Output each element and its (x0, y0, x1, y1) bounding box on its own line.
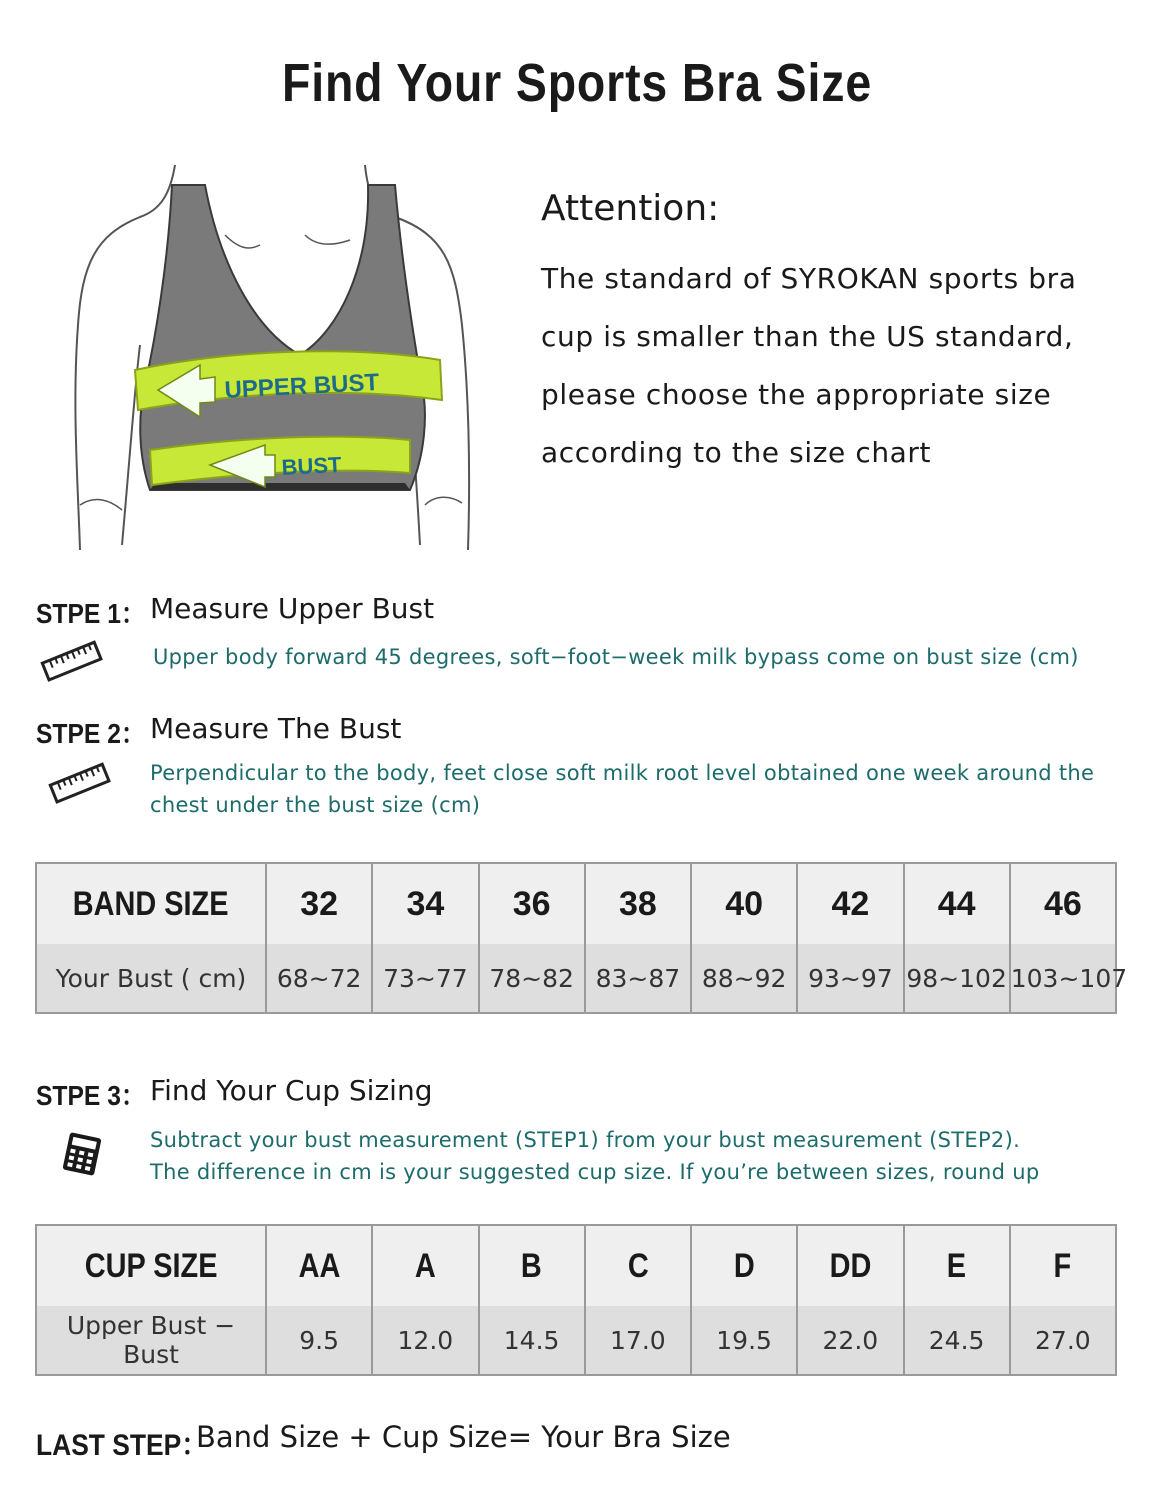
last-step-label: LAST STEP： (36, 1429, 208, 1462)
cup-size-cell: C (585, 1225, 691, 1306)
difference-cell: 14.5 (479, 1306, 585, 1375)
bust-range-cell: 83~87 (585, 944, 691, 1013)
band-size-cell: 32 (266, 863, 372, 944)
difference-cell: 22.0 (797, 1306, 903, 1375)
step-3-description-line-2: The difference in cm is your suggested cup size. If you’re between sizes, round up (150, 1160, 1040, 1184)
band-size-header: BAND SIZE (36, 863, 266, 944)
cup-size-header: CUP SIZE (36, 1225, 266, 1306)
bust-range-cell: 93~97 (797, 944, 903, 1013)
ruler-icon (40, 640, 104, 684)
step-1-label: STPE 1： (36, 598, 146, 629)
band-size-cell: 38 (585, 863, 691, 944)
difference-cell: 27.0 (1010, 1306, 1116, 1375)
step-1-description: Upper body forward 45 degrees, soft−foot−week milk bypass come on bust size (cm) (153, 645, 1079, 669)
step-3-label: STPE 3： (36, 1080, 146, 1111)
step-2-description: Perpendicular to the body, feet close soft milk root level obtained one week around the chest under the bust size (cm) (150, 761, 1095, 817)
difference-cell: 17.0 (585, 1306, 691, 1375)
cup-size-cell: DD (797, 1225, 903, 1306)
band-size-cell: 40 (691, 863, 797, 944)
bust-range-cell: 103~107 (1010, 944, 1116, 1013)
bust-range-cell: 78~82 (479, 944, 585, 1013)
cup-size-cell: A (372, 1225, 478, 1306)
step-1-heading: Measure Upper Bust (150, 592, 435, 625)
upper-bust-label: UPPER BUST (223, 368, 380, 404)
band-size-cell: 46 (1010, 863, 1116, 944)
page-title: Find Your Sports Bra Size (281, 53, 873, 113)
bust-range-cell: 73~77 (372, 944, 478, 1013)
bust-range-cell: 88~92 (691, 944, 797, 1013)
step-3-description-line-1: Subtract your bust measurement (STEP1) from your bust measurement (STEP2). (150, 1128, 1021, 1152)
bust-range-cell: 68~72 (266, 944, 372, 1013)
step-2-label: STPE 2： (36, 718, 146, 749)
attention-title: Attention: (541, 188, 720, 229)
calculator-icon (60, 1132, 104, 1176)
step-3-description (150, 1124, 1110, 1188)
cup-size-cell: F (1010, 1225, 1116, 1306)
step-2-heading: Measure The Bust (150, 712, 402, 745)
cup-size-table (35, 1224, 1117, 1376)
cup-size-cell: D (691, 1225, 797, 1306)
your-bust-label: Your Bust ( cm) (36, 944, 266, 1013)
band-size-table (35, 862, 1128, 1014)
bust-label: BUST (280, 451, 343, 480)
torso-illustration (50, 155, 490, 560)
band-size-cell: 36 (479, 863, 585, 944)
difference-cell: 19.5 (691, 1306, 797, 1375)
upper-bust-minus-bust-label: Upper Bust − Bust (36, 1306, 266, 1375)
cup-size-cell: E (904, 1225, 1010, 1306)
attention-body: The standard of SYROKAN sports bra cup is smaller than the US standard, please choose the appropriate size according to the size chart (541, 262, 1077, 469)
last-step-body: Band Size + Cup Size= Your Bra Size (196, 1420, 731, 1454)
step-3-heading: Find Your Cup Sizing (150, 1074, 433, 1107)
band-size-cell: 42 (797, 863, 903, 944)
band-size-cell: 34 (372, 863, 478, 944)
difference-cell: 9.5 (266, 1306, 372, 1375)
difference-cell: 24.5 (904, 1306, 1010, 1375)
cup-size-cell: B (479, 1225, 585, 1306)
bust-range-cell: 98~102 (904, 944, 1010, 1013)
cup-size-cell: AA (266, 1225, 372, 1306)
band-size-cell: 44 (904, 863, 1010, 944)
difference-cell: 12.0 (372, 1306, 478, 1375)
ruler-icon (48, 762, 112, 806)
